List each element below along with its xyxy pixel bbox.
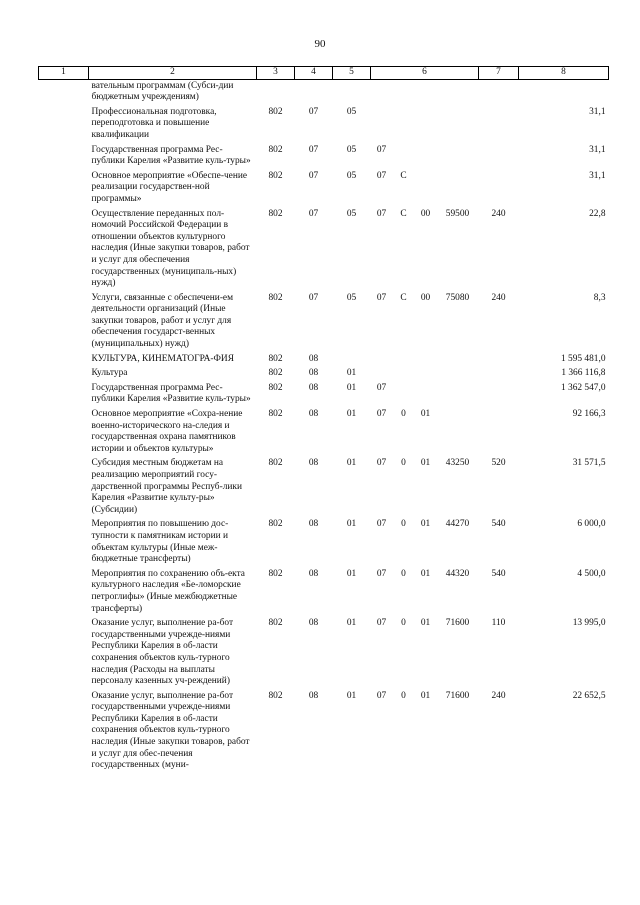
cell-program: 07 [376,618,387,629]
cell-amount: 31 571,5 [572,458,606,469]
cell-program: 07 [376,292,387,303]
cell-gr: 802 [268,618,283,629]
cell-amount: 22,8 [589,208,606,219]
page-number: 90 [314,38,326,50]
cell-subprogram: 0 [401,568,406,579]
cell-gr: 802 [268,519,283,530]
cell-section: 08 [308,618,319,629]
table-body [39,79,609,774]
cell-direction [437,106,479,144]
cell-subprogram: 0 [401,458,406,469]
cell-gr: 802 [268,170,283,181]
cell-subprogram: С [400,170,407,181]
cell-event [415,170,437,208]
cell-program: 07 [376,144,387,155]
cell-name: Оказание услуг, выполнение ра-бот государственными учрежде-ниями Республики Карелия в об-ласти сохранения объектов куль-турного наследия (Расходы на выплаты персоналу казенных уч-реждений) [91,618,234,687]
cell-direction: 44320 [445,568,470,579]
header-col-6: 6 [371,67,479,80]
cell-section: 08 [308,368,319,379]
cell-direction: 59500 [445,208,470,219]
table-row [39,518,609,567]
cell-amount: 22 652,5 [572,690,606,701]
cell-col-1 [39,457,89,518]
cell-subprogram: 0 [401,690,406,701]
cell-event: 01 [420,409,431,420]
cell-name: Оказание услуг, выполнение ра-бот государственными учрежде-ниями Республики Карелия в об-ласти сохранения объектов куль-турного наследия (Иные закупки товаров, работ и услуг для обес-печения государственных (муни- [91,690,250,771]
cell-event: 00 [420,208,431,219]
cell-direction [437,79,479,106]
cell-event [415,106,437,144]
cell-subprogram: 0 [401,409,406,420]
cell-gr: 802 [268,292,283,303]
cell-subsection: 01 [346,690,357,701]
cell-subprogram [393,106,415,144]
cell-amount [519,79,609,106]
cell-program: 07 [376,690,387,701]
cell-program: 07 [376,568,387,579]
header-col-1: 1 [39,67,89,80]
cell-event: 01 [420,458,431,469]
cell-program [371,106,393,144]
cell-program: 07 [376,208,387,219]
cell-expense-type [479,408,519,457]
table-row [39,144,609,170]
cell-name: вательным программам (Субси-дии бюджетным учреждениям) [91,80,234,103]
cell-expense-type: 540 [491,519,506,530]
cell-section: 08 [308,382,319,393]
cell-section: 07 [308,170,319,181]
cell-col-1 [39,367,89,382]
header-col-8: 8 [519,67,609,80]
cell-expense-type: 240 [491,208,506,219]
header-row [39,67,609,80]
cell-subsection: 01 [346,382,357,393]
cell-program: 07 [376,170,387,181]
header-col-4: 4 [295,67,333,80]
cell-amount: 6 000,0 [577,519,606,530]
cell-col-1 [39,79,89,106]
cell-amount: 31,1 [589,144,606,155]
cell-event [415,382,437,408]
cell-col-1 [39,208,89,292]
cell-expense-type [479,144,519,170]
cell-amount: 31,1 [589,170,606,181]
cell-name: Субсидия местным бюджетам на реализацию мероприятий госу-дарственной программы Респуб-лики Карелия «Развитие культу-ры» (Субсидии) [91,458,242,515]
cell-section: 07 [308,292,319,303]
cell-subsection: 01 [346,458,357,469]
cell-event: 01 [420,690,431,701]
cell-col-1 [39,568,89,617]
cell-expense-type [479,170,519,208]
cell-name: Государственная программа Рес-публики Карелия «Развитие куль-туры» [91,382,251,405]
cell-event: 00 [420,292,431,303]
cell-expense-type [479,382,519,408]
cell-subprogram [393,367,415,382]
table-row [39,690,609,774]
cell-subprogram: 0 [401,618,406,629]
cell-direction: 75080 [445,292,470,303]
cell-amount: 31,1 [589,106,606,117]
cell-gr [257,79,295,106]
cell-name: Мероприятия по повышению дос-тупности к памятникам истории и объектам культуры (Иные меж-бюджетные трансферты) [91,519,229,565]
cell-gr: 802 [268,382,283,393]
cell-direction [437,353,479,368]
table-row [39,353,609,368]
cell-col-1 [39,170,89,208]
header-col-2: 2 [89,67,257,80]
cell-amount: 92 166,3 [572,409,606,420]
table-row [39,292,609,353]
cell-program: 07 [376,519,387,530]
cell-expense-type: 240 [491,292,506,303]
cell-name: КУЛЬТУРА, КИНЕМАТОГРА-ФИЯ [91,353,234,364]
cell-direction [437,408,479,457]
table-row [39,382,609,408]
cell-gr: 802 [268,409,283,420]
cell-expense-type: 540 [491,568,506,579]
cell-expense-type [479,353,519,368]
cell-gr: 802 [268,144,283,155]
cell-amount: 1 362 547,0 [560,382,606,393]
cell-col-1 [39,408,89,457]
cell-expense-type [479,106,519,144]
cell-section: 08 [308,458,319,469]
cell-subsection [333,79,371,106]
header-col-5: 5 [333,67,371,80]
cell-col-1 [39,106,89,144]
cell-subprogram [393,382,415,408]
cell-event [415,79,437,106]
table-row [39,617,609,690]
cell-direction [437,367,479,382]
cell-gr: 802 [268,690,283,701]
cell-event: 01 [420,568,431,579]
table-row [39,106,609,144]
budget-table [38,66,609,774]
cell-subprogram [393,144,415,170]
cell-subsection: 01 [346,409,357,420]
cell-expense-type [479,79,519,106]
cell-section: 07 [308,106,319,117]
cell-event [415,353,437,368]
cell-subsection: 01 [346,368,357,379]
table-row [39,457,609,518]
cell-col-1 [39,690,89,774]
cell-subsection: 05 [346,170,357,181]
cell-name: Мероприятия по сохранению объ-екта культурного наследия «Бе-ломорские петроглифы» (Иные межбюджетные трансферты) [91,568,245,614]
table-row [39,170,609,208]
cell-direction: 44270 [445,519,470,530]
cell-program: 07 [376,458,387,469]
cell-expense-type: 520 [491,458,506,469]
cell-name: Основное мероприятие «Сохра-нение военно-исторического на-следия и государственная охрана памятников истории и объектов культуры» [91,409,243,454]
cell-col-1 [39,617,89,690]
cell-gr: 802 [268,458,283,469]
cell-direction: 71600 [445,618,470,629]
cell-col-1 [39,292,89,353]
cell-amount: 8,3 [593,292,606,303]
cell-program [371,353,393,368]
cell-subprogram: С [400,292,407,303]
cell-direction: 71600 [445,690,470,701]
cell-section: 07 [308,144,319,155]
cell-gr: 802 [268,368,283,379]
table-row [39,408,609,457]
cell-name: Государственная программа Рес-публики Карелия «Развитие куль-туры» [91,144,251,167]
cell-gr: 802 [268,208,283,219]
cell-amount: 1 366 116,8 [561,368,606,379]
table-row [39,208,609,292]
cell-section [295,79,333,106]
cell-section: 08 [308,519,319,530]
cell-section: 08 [308,690,319,701]
cell-subsection: 01 [346,618,357,629]
table-row [39,79,609,106]
header-col-7: 7 [479,67,519,80]
cell-program: 07 [376,382,387,393]
table-row [39,367,609,382]
cell-name: Основное мероприятие «Обеспе-чение реализации государствен-ной программы» [91,170,248,204]
cell-subprogram: С [400,208,407,219]
cell-subsection: 05 [346,106,357,117]
cell-name: Услуги, связанные с обеспечени-ем деятельности организаций (Иные закупки товаров, работ и услуг для обеспечения государст-венных (муниципальных) нужд) [91,292,234,350]
table-row [39,568,609,617]
cell-subsection: 01 [346,519,357,530]
cell-subsection: 01 [346,568,357,579]
cell-gr: 802 [268,106,283,117]
cell-expense-type [479,367,519,382]
cell-expense-type: 240 [491,690,506,701]
cell-direction [437,382,479,408]
cell-direction [437,144,479,170]
cell-program: 07 [376,409,387,420]
cell-expense-type: 110 [491,618,506,629]
cell-gr: 802 [268,353,283,364]
cell-name: Осуществление переданных пол-номочий Российской Федерации в отношении объектов культурного наследия (Иные закупки товаров, работ и услуг для обеспечения государственных (муниципаль-ных) нужд) [91,208,250,289]
cell-col-1 [39,382,89,408]
cell-subsection [333,353,371,368]
cell-direction: 43250 [445,458,470,469]
cell-subprogram: 0 [401,519,406,530]
cell-section: 08 [308,568,319,579]
cell-subprogram [393,79,415,106]
cell-section: 08 [308,409,319,420]
cell-subsection: 05 [346,292,357,303]
cell-subprogram [393,353,415,368]
cell-section: 08 [308,353,319,364]
cell-gr: 802 [268,568,283,579]
cell-direction [437,170,479,208]
cell-event [415,144,437,170]
cell-subsection: 05 [346,208,357,219]
cell-col-1 [39,144,89,170]
cell-section: 07 [308,208,319,219]
cell-event [415,367,437,382]
cell-program [371,79,393,106]
cell-amount: 1 595 481,0 [560,353,606,364]
cell-amount: 13 995,0 [572,618,606,629]
cell-col-1 [39,353,89,368]
cell-program [371,367,393,382]
cell-col-1 [39,518,89,567]
cell-name: Культура [91,368,128,379]
cell-amount: 4 500,0 [577,568,606,579]
header-col-3: 3 [257,67,295,80]
cell-name: Профессиональная подготовка, переподготовка и повышение квалификации [91,106,217,140]
cell-subsection: 05 [346,144,357,155]
cell-event: 01 [420,618,431,629]
cell-event: 01 [420,519,431,530]
